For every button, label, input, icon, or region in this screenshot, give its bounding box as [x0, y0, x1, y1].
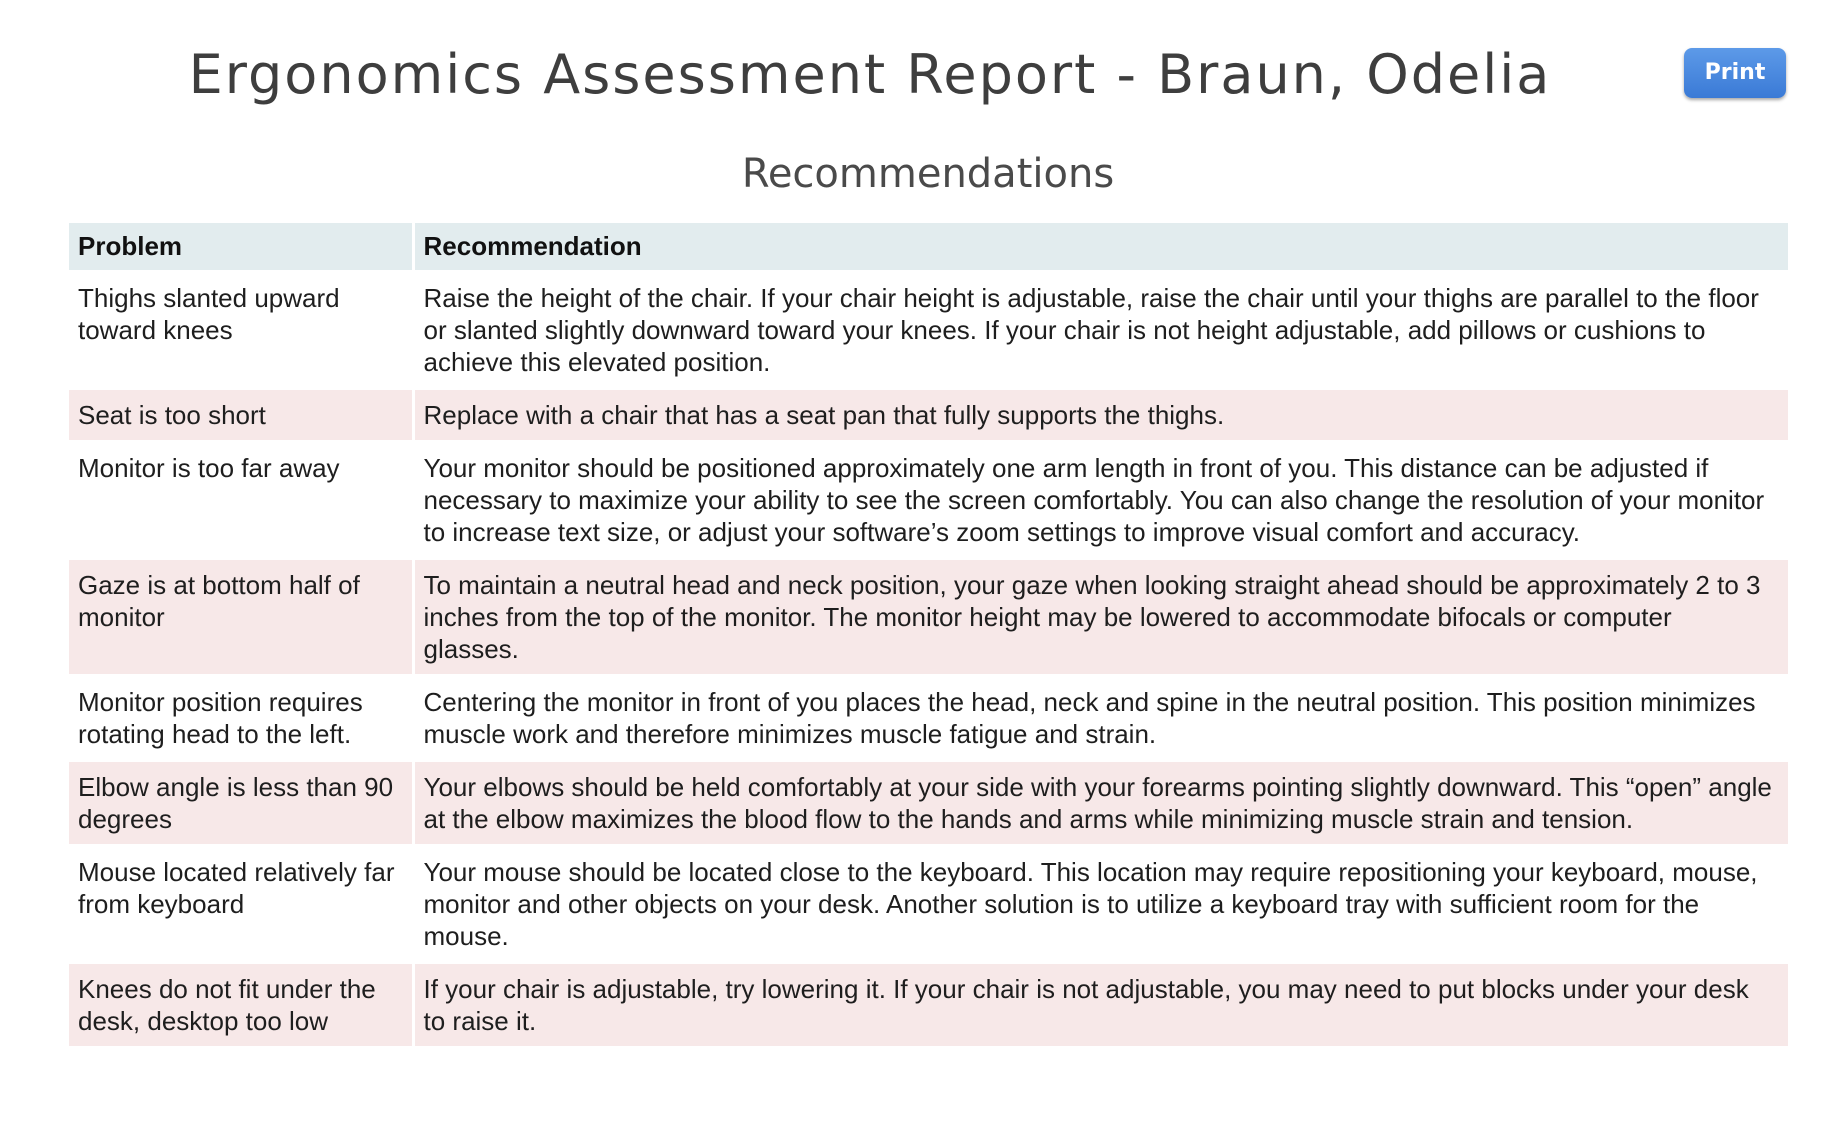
recommendation-cell: Your elbows should be held comfortably at your side with your forearms pointing slightly downward. This “open” angle at the elbow maximizes the blood flow to the hands and arms while minimizing muscle strain and tension.: [413, 761, 1788, 846]
recommendations-table: [69, 223, 1788, 1046]
table-row: [69, 272, 1788, 389]
table-row: [69, 389, 1788, 442]
table-row: [69, 442, 1788, 559]
recommendation-cell: To maintain a neutral head and neck position, your gaze when looking straight ahead should be approximately 2 to 3 inches from the top of the monitor. The monitor height may be lowered to accommodate bifocals or computer glasses.: [413, 559, 1788, 676]
recommendation-cell: Replace with a chair that has a seat pan that fully supports the thighs.: [413, 389, 1788, 442]
problem-cell: Elbow angle is less than 90 degrees: [69, 761, 413, 846]
recommendation-cell: Centering the monitor in front of you places the head, neck and spine in the neutral position. This position minimizes muscle work and therefore minimizes muscle fatigue and strain.: [413, 676, 1788, 761]
problem-cell: Thighs slanted upward toward knees: [69, 272, 413, 389]
table-row: [69, 559, 1788, 676]
section-heading: Recommendations: [741, 151, 1115, 197]
report-title: Ergonomics Assessment Report - Braun, Odelia: [188, 43, 1552, 106]
print-button[interactable]: Print: [1684, 48, 1786, 98]
recommendation-cell: Your mouse should be located close to the keyboard. This location may require repositioning your keyboard, mouse, monitor and other objects on your desk. Another solution is to utilize a keyboard tray with sufficient room for the mouse.: [413, 846, 1788, 963]
table-row: [69, 761, 1788, 846]
table-row: [69, 676, 1788, 761]
table-row: [69, 963, 1788, 1047]
table-header-row: [69, 223, 1788, 272]
problem-cell: Monitor position requires rotating head to the left.: [69, 676, 413, 761]
problem-cell: Gaze is at bottom half of monitor: [69, 559, 413, 676]
problem-cell: Monitor is too far away: [69, 442, 413, 559]
problem-cell: Knees do not fit under the desk, desktop too low: [69, 963, 413, 1047]
column-header-problem: Problem: [69, 223, 413, 272]
recommendation-cell: If your chair is adjustable, try lowering it. If your chair is not adjustable, you may need to put blocks under your desk to raise it.: [413, 963, 1788, 1047]
recommendation-cell: Your monitor should be positioned approximately one arm length in front of you. This distance can be adjusted if necessary to maximize your ability to see the screen comfortably. You can also change the resolution of your monitor to increase text size, or adjust your software’s zoom settings to improve visual comfort and accuracy.: [413, 442, 1788, 559]
problem-cell: Mouse located relatively far from keyboard: [69, 846, 413, 963]
column-header-recommendation: Recommendation: [413, 223, 1788, 272]
table-row: [69, 846, 1788, 963]
recommendation-cell: Raise the height of the chair. If your chair height is adjustable, raise the chair until your thighs are parallel to the floor or slanted slightly downward toward your knees. If your chair is not height adjustable, add pillows or cushions to achieve this elevated position.: [413, 272, 1788, 389]
problem-cell: Seat is too short: [69, 389, 413, 442]
